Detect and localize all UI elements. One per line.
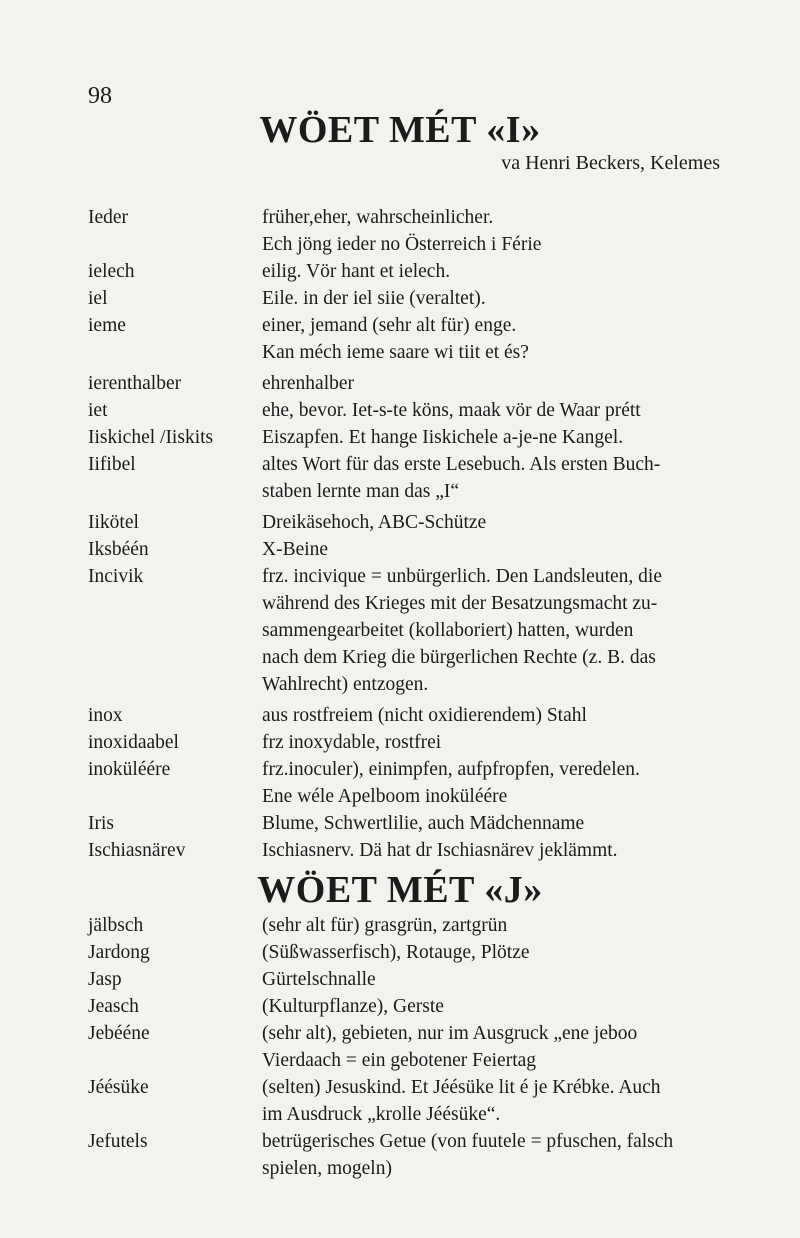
entry-definition: (Kulturpflanze), Gerste <box>262 996 444 1017</box>
entry-definition: (Süßwasserfisch), Rotauge, Plötze <box>262 942 530 963</box>
entry-term: ieme <box>88 315 126 336</box>
entry-jeasch <box>88 993 748 1020</box>
entry-definition: im Ausdruck „krolle Jéésüke“. <box>262 1104 501 1125</box>
entry-term: Jardong <box>88 942 150 963</box>
entry-term: Incivik <box>88 566 144 587</box>
entry-term: ierenthalber <box>88 373 182 394</box>
section-title-j: WÖET MÉT «J» <box>257 869 543 911</box>
entry-definition: staben lernte man das „I“ <box>262 481 460 502</box>
entry-term: Iikötel <box>88 512 139 533</box>
entry-term: iel <box>88 288 108 309</box>
entry-definition: Dreikäsehoch, ABC-Schütze <box>262 512 487 533</box>
entry-term: Jefutels <box>88 1131 148 1152</box>
entry-iiskichel <box>88 424 748 451</box>
entry-jasp <box>88 966 748 993</box>
entry-jebeene <box>88 1020 748 1074</box>
entry-ierenthalber <box>88 370 748 397</box>
entry-term: Iifibel <box>88 454 136 475</box>
entry-definition: Eiszapfen. Et hange Iiskichele a-je-ne Kangel. <box>262 427 624 448</box>
entry-jardong <box>88 939 748 966</box>
entry-iksbeen <box>88 536 748 563</box>
entry-definition: Eile. in der iel siie (veraltet). <box>262 288 486 309</box>
entry-definition: altes Wort für das erste Lesebuch. Als ersten Buch- <box>262 454 661 475</box>
entry-incivik <box>88 563 748 698</box>
author-byline: va Henri Beckers, Kelemes <box>501 152 720 174</box>
entry-term: Jéésüke <box>88 1077 149 1098</box>
entry-definition: Ech jöng ieder no Österreich i Férie <box>262 234 542 255</box>
entry-inox <box>88 702 748 729</box>
entry-ieme <box>88 312 748 366</box>
entry-inokuleere <box>88 756 748 810</box>
page-number: 98 <box>88 83 112 109</box>
entry-term: Iksbéén <box>88 539 149 560</box>
entry-inoxidaabel <box>88 729 748 756</box>
entry-definition: einer, jemand (sehr alt für) enge. <box>262 315 517 336</box>
entry-term: inoxidaabel <box>88 732 179 753</box>
entry-definition: nach dem Krieg die bürgerlichen Rechte (z. B. das <box>262 647 656 668</box>
entry-definition: frz.inoculer), einimpfen, aufpfropfen, veredelen. <box>262 759 640 780</box>
entry-term: jälbsch <box>88 915 144 936</box>
entry-definition: spielen, mogeln) <box>262 1158 392 1179</box>
entry-definition: während des Krieges mit der Besatzungsmacht zu- <box>262 593 658 614</box>
entry-definition: Kan méch ieme saare wi tiit et és? <box>262 342 529 363</box>
entry-definition: Blume, Schwertlilie, auch Mädchenname <box>262 813 585 834</box>
entry-term: Iris <box>88 813 114 834</box>
entry-term: Jasp <box>88 969 122 990</box>
entry-list-i <box>88 204 748 864</box>
entry-definition: Ene wéle Apelboom inoküléére <box>262 786 508 807</box>
entry-definition: ehrenhalber <box>262 373 355 394</box>
entry-list-j <box>88 912 748 1182</box>
entry-definition: (selten) Jesuskind. Et Jéésüke lit é je Krébke. Auch <box>262 1077 661 1098</box>
entry-jefutels <box>88 1128 748 1182</box>
entry-definition: (sehr alt), gebieten, nur im Ausgruck „ene jeboo <box>262 1023 638 1044</box>
entry-ieder <box>88 204 748 258</box>
entry-definition: früher,eher, wahrscheinlicher. <box>262 207 494 228</box>
entry-definition: frz inoxydable, rostfrei <box>262 732 442 753</box>
entry-iikotel <box>88 509 748 536</box>
entry-term: Jeasch <box>88 996 139 1017</box>
entry-definition: (sehr alt für) grasgrün, zartgrün <box>262 915 508 936</box>
entry-ischiasnarev <box>88 837 748 864</box>
entry-term: ielech <box>88 261 135 282</box>
entry-term: Jebééne <box>88 1023 150 1044</box>
entry-definition: betrügerisches Getue (von fuutele = pfuschen, falsch <box>262 1131 674 1152</box>
entry-term: Ischiasnärev <box>88 840 186 861</box>
entry-definition: ehe, bevor. Iet-s-te köns, maak vör de Waar prétt <box>262 400 641 421</box>
entry-definition: frz. incivique = unbürgerlich. Den Landsleuten, die <box>262 566 662 587</box>
entry-iris <box>88 810 748 837</box>
entry-iifibel <box>88 451 748 505</box>
entry-term: iet <box>88 400 108 421</box>
entry-definition: X-Beine <box>262 539 329 560</box>
entry-definition: Wahlrecht) entzogen. <box>262 674 429 695</box>
entry-jeesuke <box>88 1074 748 1128</box>
entry-definition: aus rostfreiem (nicht oxidierendem) Stahl <box>262 705 587 726</box>
entry-term: Ieder <box>88 207 129 228</box>
section-title-i: WÖET MÉT «I» <box>259 109 541 151</box>
entry-iel <box>88 285 748 312</box>
entry-term: Iiskichel /Iiskits <box>88 427 214 448</box>
entry-definition: Ischiasnerv. Dä hat dr Ischiasnärev jeklämmt. <box>262 840 618 861</box>
entry-jalbsch <box>88 912 748 939</box>
entry-term: inoküléére <box>88 759 171 780</box>
entry-definition: Gürtelschnalle <box>262 969 376 990</box>
entry-term: inox <box>88 705 123 726</box>
entry-iet <box>88 397 748 424</box>
entry-definition: eilig. Vör hant et ielech. <box>262 261 451 282</box>
entry-definition: Vierdaach = ein gebotener Feiertag <box>262 1050 537 1071</box>
entry-definition: sammengearbeitet (kollaboriert) hatten, wurden <box>262 620 634 641</box>
entry-ielech <box>88 258 748 285</box>
